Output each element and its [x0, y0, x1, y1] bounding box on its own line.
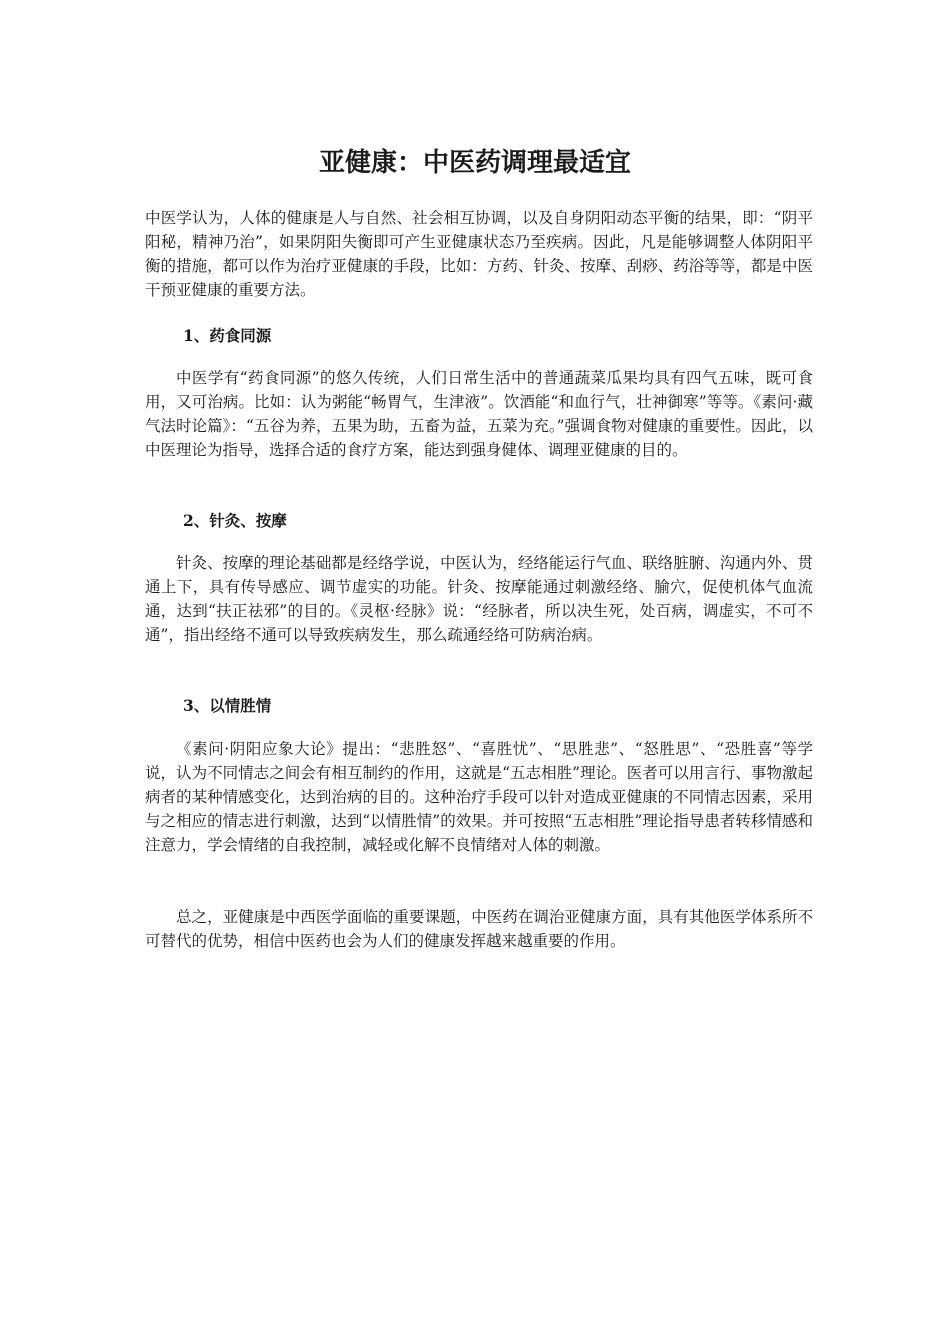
intro-paragraph: 中医学认为，人体的健康是人与自然、社会相互协调，以及自身阴阳动态平衡的结果，即：“阴平阳秘，精神乃治”，如果阴阳失衡即可产生亚健康状态乃至疾病。因此，凡是能够调整人体阴阳平衡的措施，都可以作为治疗亚健康的手段，比如：方药、针灸、按摩、刮痧、药浴等等，都是中医干预亚健康的重要方法。	[145, 209, 813, 299]
section-body-food-medicine: 中医学有“药食同源”的悠久传统，人们日常生活中的普通蔬菜瓜果均具有四气五味，既可食用，又可治病。比如：认为粥能“畅胃气，生津液”。饮酒能“和血行气，壮神御寒”等等。《素问·藏气法时论篇》：“五谷为养，五果为助，五畜为益，五菜为充。”强调食物对健康的重要性。因此，以中医理论为指导，选择合适的食疗方案，能达到强身健体、调理亚健康的目的。	[145, 369, 813, 459]
section-body-emotion: 《素问·阴阳应象大论》提出：“悲胜怒”、“喜胜忧”、“思胜悲”、“怒胜思”、“恐胜喜”等学说，认为不同情志之间会有相互制约的作用，这就是“五志相胜”理论。医者可以用言行、事物激起病者的某种情感变化，达到治病的目的。这种治疗手段可以针对造成亚健康的不同情志因素，采用与之相应的情志进行刺激，达到“以情胜情”的效果。并可按照“五志相胜”理论指导患者转移情感和注意力，学会情绪的自我控制，减轻或化解不良情绪对人体的刺激。	[145, 740, 813, 854]
section-heading-emotion: 3、以情胜情	[183, 696, 272, 715]
section-body-acupuncture: 针灸、按摩的理论基础都是经络学说，中医认为，经络能运行气血、联络脏腑、沟通内外、贯通上下，具有传导感应、调节虚实的功能。针灸、按摩能通过刺激经络、腧穴，促使机体气血流通，达到“扶正祛邪”的目的。《灵枢·经脉》说：“经脉者，所以决生死，处百病，调虚实，不可不通”，指出经络不通可以导致疾病发生，那么疏通经络可防病治病。	[145, 554, 813, 644]
document-title: 亚健康：中医药调理最适宜	[318, 148, 631, 178]
conclusion-paragraph: 总之，亚健康是中西医学面临的重要课题，中医药在调治亚健康方面，具有其他医学体系所不可替代的优势，相信中医药也会为人们的健康发挥越来越重要的作用。	[145, 908, 813, 950]
section-heading-food-medicine: 1、药食同源	[183, 326, 272, 345]
section-heading-acupuncture: 2、针灸、按摩	[183, 511, 287, 530]
